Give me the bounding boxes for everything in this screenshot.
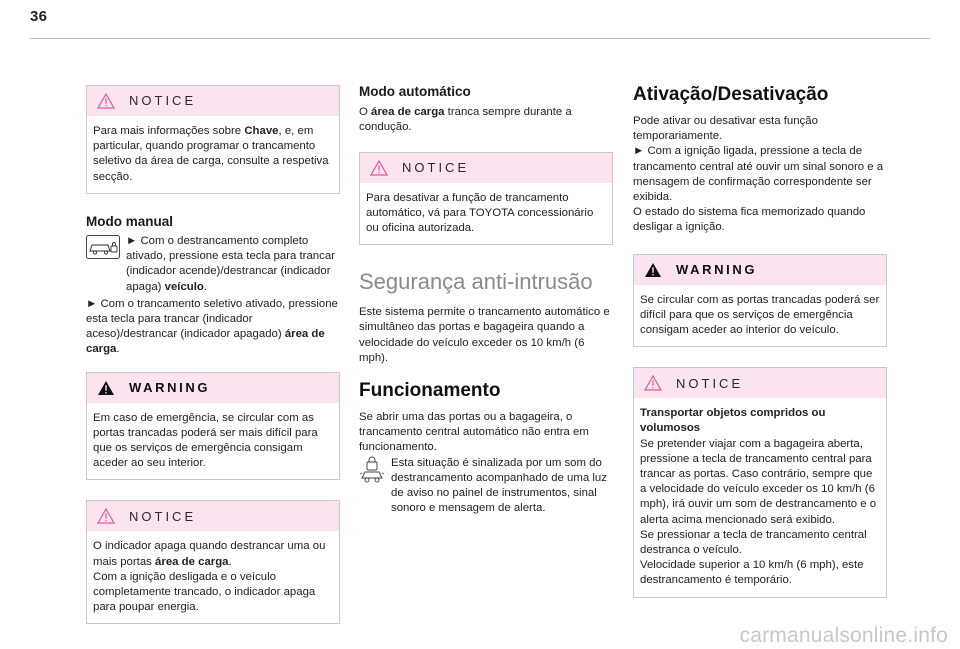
warning-triangle-icon (644, 262, 662, 278)
manual-mode-section (86, 214, 340, 358)
chapter-heading: Segurança anti-intrusão (359, 269, 593, 295)
notice-body (87, 531, 339, 623)
notice-body (87, 116, 339, 193)
warning-body (634, 285, 886, 347)
watermark: carmanualsonline.info (739, 623, 948, 647)
manual-text: . (203, 280, 208, 293)
warning-label: WARNING (676, 262, 758, 278)
notice-triangle-icon (644, 375, 662, 391)
notice-text: Para mais informações sobre (93, 125, 245, 137)
notice-text-bold: área de carga (155, 555, 229, 568)
function-text: Se abrir uma das portas ou a bagageira, o trancamento central automático não entra em funcionamento. (359, 411, 589, 454)
warning-box-1 (86, 372, 340, 481)
notice-triangle-icon (370, 160, 388, 176)
page-number: 36 (30, 8, 48, 25)
notice-text: Com a ignição desligada e o veículo completamente trancado, o indicador apaga para poupar energia. (93, 570, 316, 614)
notice-label: NOTICE (402, 160, 470, 175)
column-2 (359, 84, 613, 530)
notice-text: Para desativar a função de trancamento automático, vá para TOYOTA concessionário ou oficina autorizada. (366, 191, 594, 235)
activation-section (633, 84, 887, 236)
notice-label: NOTICE (129, 508, 197, 524)
notice-label: NOTICE (676, 375, 744, 391)
section-heading: Modo automático (359, 84, 471, 99)
notice-text: Se pretender viajar com a bagageira aberta, pressione a tecla de trancamento central para trancar as portas. Caso contrário, sempre que a velocidade do veículo exceder os 10 km/h (6 mph), irá ouvir um som de destrancamento e o alerta acima mencionado será exibido. (640, 437, 877, 526)
header-divider (30, 38, 930, 39)
auto-mode-section (359, 84, 613, 136)
section-heading: Ativação/Desativação (633, 84, 829, 105)
warning-triangle-icon (97, 380, 115, 396)
warning-text: Se circular com as portas trancadas poderá ser difícil para que os serviços de emergência consigam aceder ao interior do veículo. (640, 293, 880, 337)
manual-text: ► Com o trancamento seletivo ativado, pressione esta tecla para trancar (indicador aceso)/destrancar (indicador apagado) (86, 297, 338, 341)
function-text: Esta situação é sinalizada por um som do destrancamento acompanhado de uma luz de aviso no painel de instrumentos, sinal sonoro e mensagem de alerta. (391, 456, 607, 515)
warning-box-2 (633, 254, 887, 348)
warning-label: WARNING (129, 380, 211, 396)
auto-text: O (359, 106, 372, 119)
warning-text: Em caso de emergência, se circular com as portas trancadas poderá ser mais difícil para que os serviços de emergência consigam aceder ao seu interior. (93, 411, 318, 470)
activation-text: Pode ativar ou desativar esta função temporariamente. (633, 115, 818, 143)
warning-body (87, 403, 339, 480)
manual-text-bold: veículo (164, 280, 204, 293)
notice-header (87, 86, 339, 116)
notice-text-bold: Chave (244, 125, 279, 137)
manual-text: . (116, 343, 120, 356)
function-section (359, 380, 613, 516)
notice-body (634, 398, 886, 596)
notice-body (360, 183, 612, 245)
auto-text: tranca sempre durante a condução. (359, 106, 572, 134)
activation-text: O estado do sistema fica memorizado quando desligar a ignição. (633, 206, 866, 234)
manual-text-bold: área de carga (86, 328, 325, 356)
notice-box-3 (359, 152, 613, 246)
activation-text: ► Com a ignição ligada, pressione a tecla de trancamento central até ouvir um sinal sonoro e a mensagem de confirmação correspondente ser exibida. (633, 145, 884, 204)
function-item (359, 456, 613, 517)
auto-text-bold: área de carga (371, 106, 445, 119)
notice-triangle-icon (97, 508, 115, 524)
cargo-lock-key-icon (86, 235, 120, 259)
car-lock-icon (359, 456, 385, 486)
manual-mode-item (86, 235, 340, 295)
notice-header (634, 368, 886, 398)
security-text: Este sistema permite o trancamento automático e simultâneo das portas e bagageira quando a velocidade do veículo exceder os 10 km/h (6 mph). (359, 306, 610, 364)
notice-text: . (228, 555, 232, 568)
notice-text: Velocidade superior a 10 km/h (6 mph), este destrancamento é temporário. (640, 559, 864, 587)
notice-text: Se pressionar a tecla de trancamento central destranca o veículo. (640, 528, 867, 557)
notice-text: , e, em particular, quando programar o trancamento seletivo da área de carga, consulte a respetiva secção. (93, 125, 329, 183)
notice-triangle-icon (97, 93, 115, 109)
notice-header (360, 153, 612, 183)
notice-box-4 (633, 367, 887, 597)
column-1 (86, 84, 340, 644)
manual-text: ► Com o destrancamento completo ativado, pressione esta tecla para trancar (indicador acende)/destrancar (indicador apaga) (126, 235, 335, 293)
section-heading: Funcionamento (359, 380, 501, 402)
warning-header (634, 255, 886, 285)
notice-box-1 (86, 85, 340, 194)
notice-text: O indicador apaga quando destrancar uma ou mais portas (93, 540, 326, 568)
security-section (359, 269, 613, 366)
notice-title: Transportar objetos compridos ou volumosos (640, 407, 826, 435)
notice-header (87, 501, 339, 531)
section-heading: Modo manual (86, 213, 173, 229)
column-3 (633, 84, 887, 618)
notice-box-2 (86, 500, 340, 624)
warning-header (87, 373, 339, 403)
notice-label: NOTICE (129, 93, 197, 109)
